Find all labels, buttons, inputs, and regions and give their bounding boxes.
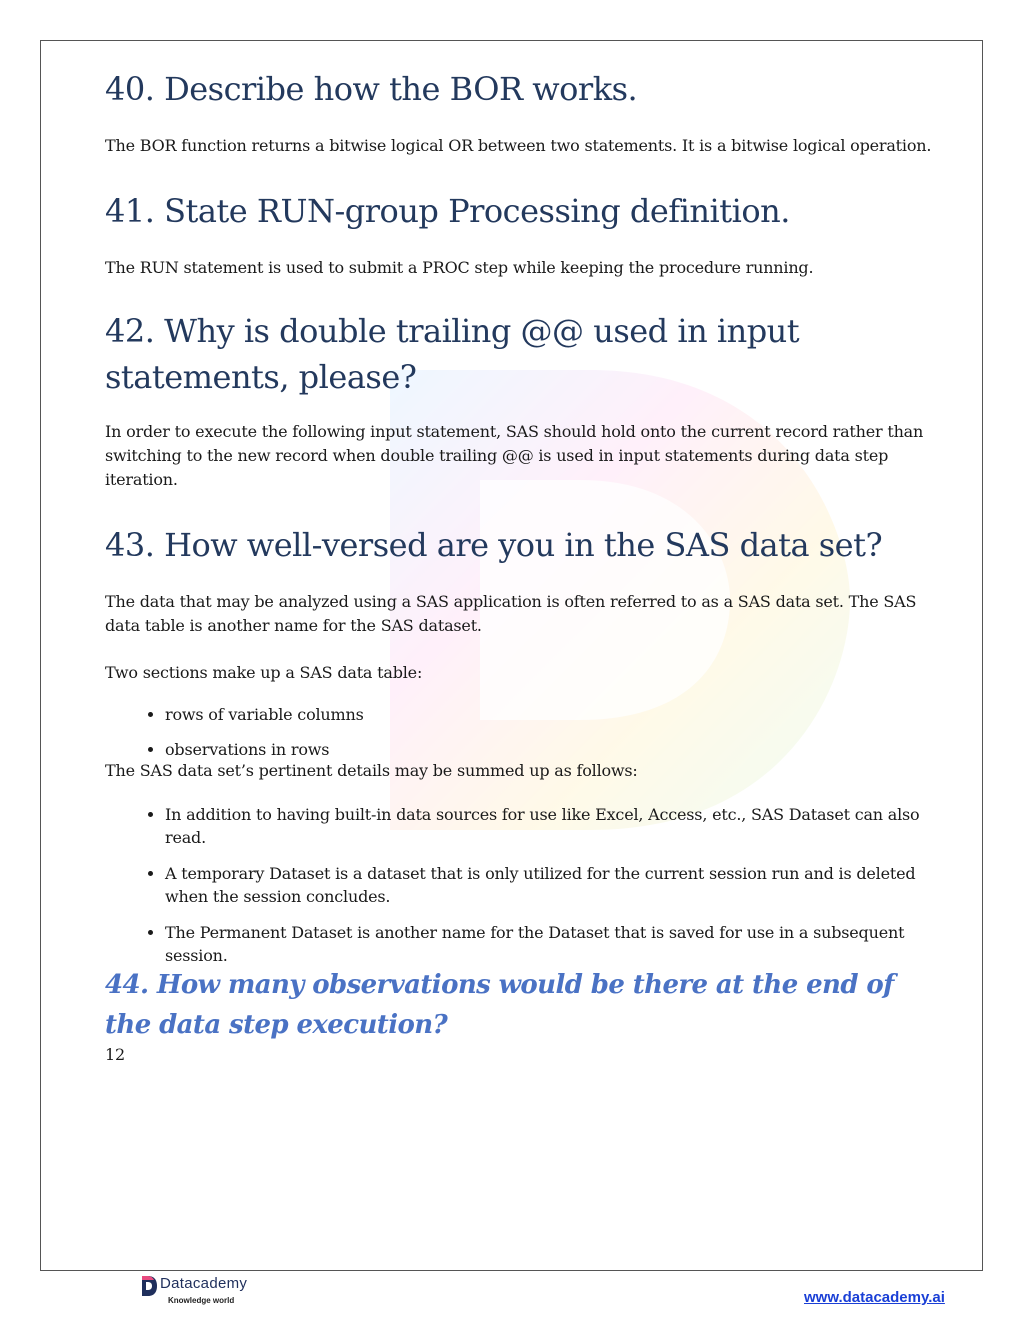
page-number: 12 [105,1045,125,1064]
question-42-answer: In order to execute the following input statement, SAS should hold onto the current record rather than switching to the new record when double trailing @@ is used in input statements during data step iteration. [105,422,924,489]
question-42-heading: 42. Why is double trailing @@ used in input statements, please? [105,312,800,396]
question-43-answer-sections-intro: Two sections make up a SAS data table: [105,663,423,682]
question-41-answer: The RUN statement is used to submit a PROC step while keeping the procedure running. [105,258,814,277]
logo-wordmark: Datacademy [160,1275,248,1292]
website-link[interactable]: www.datacademy.ai [804,1289,945,1306]
question-41-heading: 41. State RUN-group Processing definition. [105,192,790,230]
question-40-heading: 40. Describe how the BOR works. [105,70,638,108]
data-table-sections-list [105,703,935,761]
question-43-answer: The data that may be analyzed using a SAS application is often referred to as a SAS data set. The SAS data table is another name for the SAS dataset. [105,592,917,635]
question-43-details-intro: The SAS data set’s pertinent details may be summed up as follows: [105,761,638,780]
list-item: • rows of variable columns [165,703,935,726]
list-item: • In addition to having built-in data sources for use like Excel, Access, etc., SAS Dataset can also read. [165,803,935,849]
list-item: • A temporary Dataset is a dataset that is only utilized for the current session run and is deleted when the session concludes. [165,862,935,908]
question-40-answer: The BOR function returns a bitwise logical OR between two statements. It is a bitwise logical operation. [105,136,932,155]
page-content [105,66,935,1067]
datacademy-logo [140,1273,260,1309]
question-43-heading: 43. How well-versed are you in the SAS data set? [105,526,883,564]
datacademy-logo-icon [140,1275,158,1297]
logo-tagline: Knowledge world [168,1296,235,1305]
list-item: • observations in rows [165,738,935,761]
question-44-heading: 44. How many observations would be there at the end of the data step execution? [105,970,894,1040]
dataset-details-list [105,803,935,967]
list-item: • The Permanent Dataset is another name for the Dataset that is saved for use in a subsequent session. [165,921,935,967]
